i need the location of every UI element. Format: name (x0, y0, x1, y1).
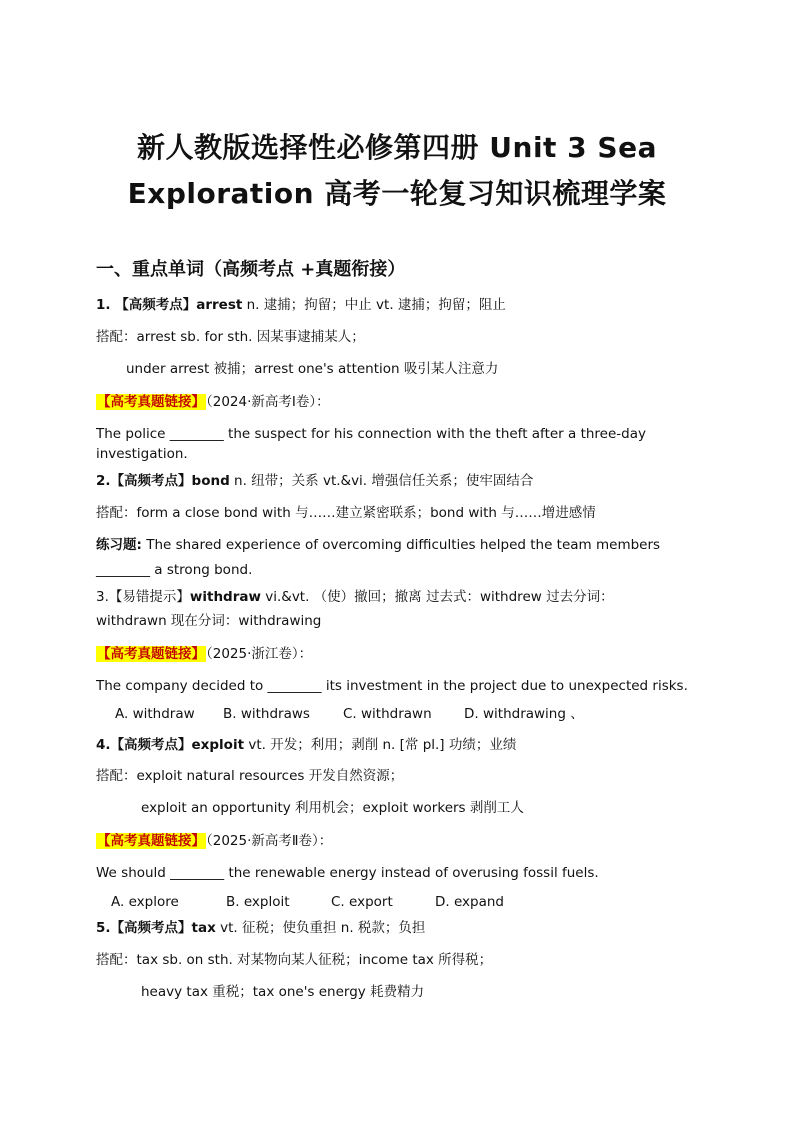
document-title-line-1: 新人教版选择性必修第四册 Unit 3 Sea (137, 131, 657, 164)
item-3-question: The company decided to ________ its investment in the project due to unexpected risks. (96, 678, 688, 694)
item-definition: vt. 开发；利用；剥削 n. [常 pl.] 功绩；业绩 (244, 737, 517, 753)
exam-link-tag: 【高考真题链接】 (97, 833, 205, 849)
item-definition: n. 逮捕；拘留；中止 vt. 逮捕；拘留；阻止 (242, 297, 506, 313)
collocation-label: 搭配： (96, 952, 137, 968)
document-title-line-2: Exploration 高考一轮复习知识梳理学案 (127, 177, 667, 210)
option-d: D. expand (435, 894, 505, 910)
item-5-collocation-1 (96, 950, 492, 970)
exam-link-tag: 【高考真题链接】 (97, 394, 205, 410)
collocation-text: tax sb. on sth. 对某物向某人征税；income tax 所得税； (136, 952, 493, 968)
vocab-item-4-head (96, 735, 516, 755)
item-tag: 5.【高频考点】 (96, 920, 192, 936)
practice-label: 练习题: (96, 537, 142, 553)
item-definition: n. 纽带；关系 vt.&vi. 增强信任关系；使牢固结合 (229, 473, 534, 489)
item-4-options (0, 892, 794, 912)
item-definition: vt. 征税；使负重担 n. 税款；负担 (215, 920, 426, 936)
item-3-exam-link (96, 644, 312, 664)
option-a: A. withdraw (115, 706, 195, 722)
collocation-label: 搭配： (96, 329, 137, 345)
item-5-collocation-2: heavy tax 重税；tax one's energy 耗费精力 (141, 984, 425, 1000)
item-4-collocation-2: exploit an opportunity 利用机会；exploit workers 剥削工人 (141, 800, 524, 816)
item-4-question: We should ________ the renewable energy instead of overusing fossil fuels. (96, 865, 599, 881)
item-word: arrest (196, 297, 243, 313)
item-1-question-line-2: investigation. (96, 446, 188, 462)
item-2-practice-line-2: ________ a strong bond. (96, 562, 253, 578)
option-c: C. export (331, 894, 393, 910)
vocab-item-1-head (96, 295, 506, 315)
item-word: bond (191, 473, 230, 489)
item-2-collocation-1 (96, 503, 596, 523)
vocab-item-2-head (96, 471, 533, 491)
item-tag: 4.【高频考点】 (96, 737, 192, 753)
item-4-exam-link (96, 831, 332, 851)
item-4-collocation-1 (96, 766, 403, 786)
collocation-text: arrest sb. for sth. 因某事逮捕某人； (136, 329, 365, 345)
vocab-item-5-head (96, 918, 425, 938)
option-b: B. withdraws (223, 706, 310, 722)
option-c: C. withdrawn (343, 706, 432, 722)
item-word: exploit (191, 737, 245, 753)
option-b: B. exploit (226, 894, 290, 910)
option-a: A. explore (111, 894, 179, 910)
exam-source: （2025·浙江卷）： (206, 646, 313, 662)
item-1-exam-link (96, 392, 330, 412)
collocation-text: form a close bond with 与……建立紧密联系；bond with 与……增进感情 (136, 505, 596, 521)
item-tag: 3.【易错提示】 (96, 589, 190, 605)
item-2-practice-line-1 (96, 535, 660, 555)
item-word: withdraw (189, 589, 261, 605)
item-1-collocation-1 (96, 327, 365, 347)
vocab-item-3-head (96, 587, 614, 607)
item-word: tax (191, 920, 216, 936)
item-1-collocation-2: under arrest 被捕；arrest one's attention 吸引某人注意力 (126, 361, 499, 377)
practice-text: The shared experience of overcoming difficulties helped the team members (141, 537, 661, 553)
item-tag: 2.【高频考点】 (96, 473, 192, 489)
collocation-text: exploit natural resources 开发自然资源； (136, 768, 404, 784)
section-heading: 一、重点单词（高频考点 +真题衔接） (96, 259, 406, 280)
collocation-label: 搭配： (96, 505, 137, 521)
item-3-forms: withdrawn 现在分词：withdrawing (96, 613, 322, 629)
item-definition: vi.&vt. （使）撤回；撤离 过去式：withdrew 过去分词： (260, 589, 614, 605)
exam-source: （2024·新高考Ⅰ卷）： (206, 394, 330, 410)
exam-link-tag: 【高考真题链接】 (97, 646, 205, 662)
exam-source: （2025·新高考Ⅱ卷）： (206, 833, 333, 849)
item-tag: 1. 【高频考点】 (96, 297, 197, 313)
item-3-options (0, 704, 794, 724)
option-d: D. withdrawing 、 (464, 706, 584, 722)
item-1-question-line-1: The police ________ the suspect for his connection with the theft after a three-day (96, 426, 646, 442)
collocation-label: 搭配： (96, 768, 137, 784)
